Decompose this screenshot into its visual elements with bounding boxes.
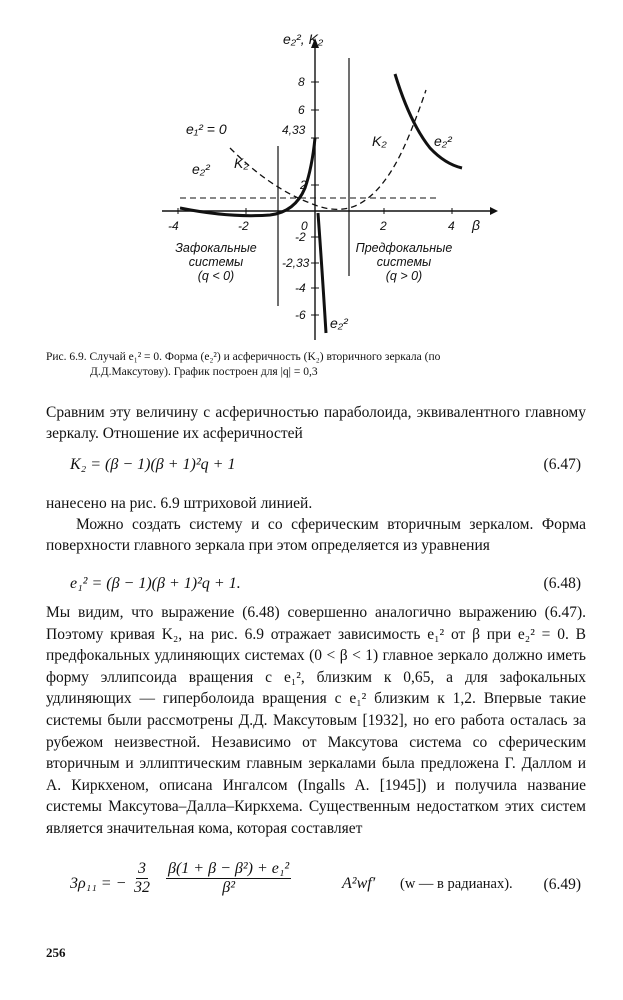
x-axis-label: β bbox=[472, 217, 480, 233]
x-tick-label: 2 bbox=[380, 219, 387, 233]
curve-label-k2-left: K₂ bbox=[234, 155, 249, 171]
page-number: 256 bbox=[46, 945, 66, 960]
equation-6-47: K₂ = (β − 1)(β + 1)²q + 1 bbox=[70, 456, 236, 473]
y-tick-label: 8 bbox=[298, 75, 305, 89]
x-tick-label: -4 bbox=[168, 219, 179, 233]
eq49-frac-numerator: 3 bbox=[138, 860, 146, 877]
figure-caption bbox=[46, 350, 586, 380]
caption-line-1: Рис. 6.9. Случай e₁² = 0. Форма (e₂²) и асферичность (K₂) вторичного зеркала (по bbox=[46, 351, 441, 363]
equation-6-48: e₁² = (β − 1)(β + 1)²q + 1. bbox=[70, 575, 241, 592]
eq49-tail: A²wf′ bbox=[342, 875, 376, 892]
eq49-main-fraction bbox=[166, 860, 291, 897]
region-label-right: Предфокальные bbox=[355, 241, 453, 255]
curve-label-e1: e₁² = 0 bbox=[186, 121, 227, 137]
y-tick-label: -2 bbox=[295, 230, 306, 244]
y-tick-label: 2 bbox=[300, 178, 307, 192]
equation-number-6-47: (6.47) bbox=[543, 456, 581, 473]
eq49-numerator: β(1 + β − β²) + e₁² bbox=[168, 860, 290, 877]
x-axis-arrow bbox=[490, 207, 498, 215]
eq49-note: (w — в радианах). bbox=[400, 876, 513, 892]
curve-label-e2-right: e₂² bbox=[434, 133, 452, 149]
y-tick-label: 6 bbox=[298, 103, 305, 117]
caption-line-2: Д.Д.Максутову). График построен для |q| = 0,3 bbox=[90, 366, 318, 378]
paragraph-2: нанесено на рис. 6.9 штриховой линией. bbox=[46, 495, 313, 512]
region-label-left: Зафокальные bbox=[175, 241, 257, 255]
x-tick-label: 0 bbox=[301, 219, 308, 233]
y-tick-label: 4,33 bbox=[282, 123, 306, 137]
y-tick-label: -6 bbox=[295, 308, 306, 322]
curve-label-e2-bottom: e₂² bbox=[330, 315, 348, 331]
k2-curve bbox=[230, 90, 426, 209]
paragraph-4: Мы видим, что выражение (6.48) совершенно аналогично выражению (6.47). Поэтому кривая K₂, на рис. 6.9 отражает зависимость e₁² от β при e₂² = 0. В предфокальных удлиняющих системах (0 < β < 1) главное зеркало должно иметь форму эллипсоида вращения с e₁², близким к 0,65, а для зафокальных удлиняющих — гиперболоида вращения с e₁² близким к 1,2. Впервые такие системы были рассмотрены Д.Д. Максутовым [1932], но его работа осталась за рубежом неизвестной. Независимо от Максутова система со сферическим вторичным и эллиптическим главным зеркалами была предложена Г. Даллом и А. Киркхеном, описана Ингалсом (Ingalls A. [1945]) и получила название системы Максутова–Далла–Киркхема. Существенным недостатком этих систем является значительная кома, которая составляет bbox=[46, 604, 586, 837]
e2-curve-right bbox=[395, 74, 462, 168]
paragraph-1: Сравним эту величину с асферичностью параболоида, эквивалентного главному зеркалу. Отношение их асферичностей bbox=[46, 404, 586, 442]
eq49-fraction-3-32 bbox=[134, 860, 150, 897]
equation-6-49 bbox=[70, 860, 590, 912]
curve-label-k2-right: K₂ bbox=[372, 133, 387, 149]
equation-number-6-49: (6.49) bbox=[543, 876, 581, 893]
y-tick-label: -4 bbox=[295, 281, 306, 295]
eq49-frac-denominator: 32 bbox=[134, 879, 150, 896]
equation-number-6-48: (6.48) bbox=[543, 575, 581, 592]
e2-curve-bottom bbox=[318, 213, 326, 333]
eq49-denominator: β² bbox=[222, 879, 235, 896]
curve-label-e2-left: e₂² bbox=[192, 161, 210, 177]
figure-6-9 bbox=[150, 28, 510, 346]
x-tick-label: -2 bbox=[238, 219, 249, 233]
region-label-right: (q > 0) bbox=[385, 269, 423, 283]
x-tick-label: 4 bbox=[448, 219, 455, 233]
region-label-right: системы bbox=[376, 255, 432, 269]
y-tick-label: -2,33 bbox=[282, 256, 310, 270]
paragraph-3: Можно создать систему и со сферическим вторичным зеркалом. Форма поверхности главного зеркала при этом определяется из уравнения bbox=[46, 516, 586, 554]
eq49-lhs: 3ρ₁₁ = − bbox=[70, 875, 127, 892]
y-axis-label: e₂², K₂ bbox=[283, 31, 324, 47]
region-label-left: (q < 0) bbox=[197, 269, 235, 283]
region-label-left: системы bbox=[188, 255, 244, 269]
